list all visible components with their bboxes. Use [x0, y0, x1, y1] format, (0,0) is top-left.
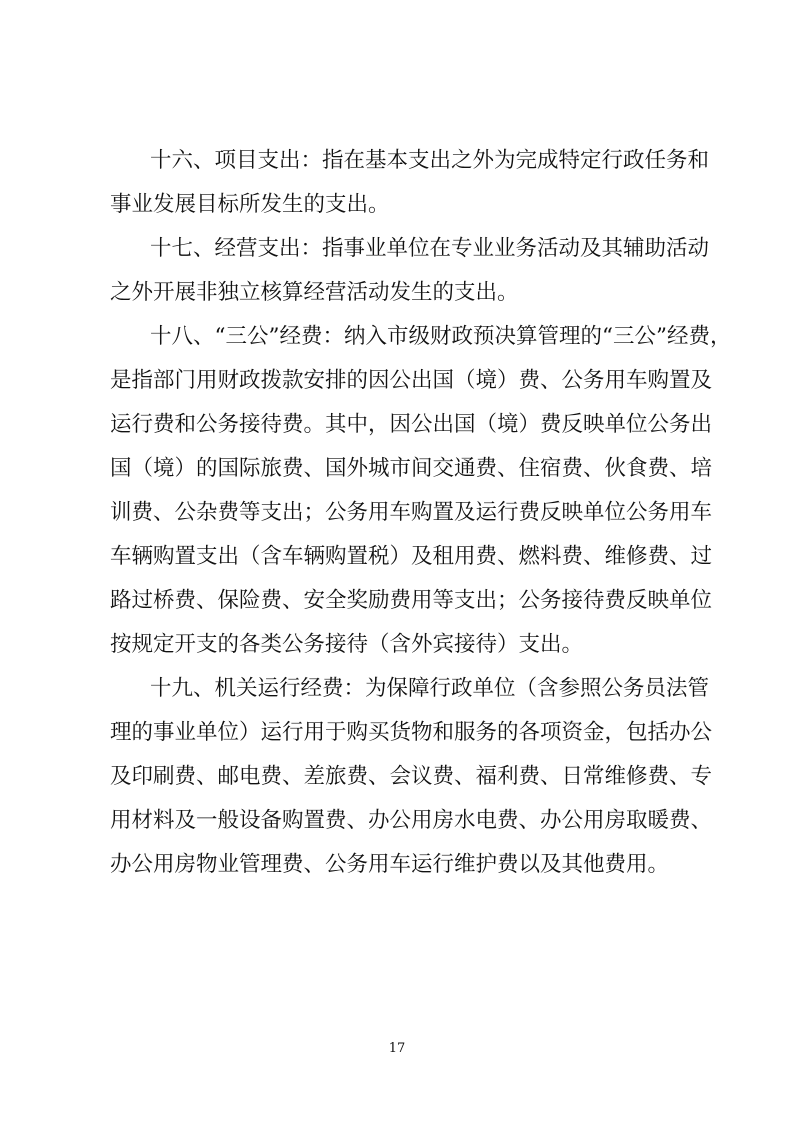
- paragraph-line: 十八、“三公”经费：纳入市级财政预决算管理的“三公”经费，: [150, 324, 732, 349]
- paragraph-line: 是指部门用财政拨款安排的因公出国（境）费、公务用车购置及: [110, 368, 713, 393]
- paragraph-line: 办公用房物业管理费、公务用车运行维护费以及其他费用。: [110, 852, 670, 877]
- paragraph-line: 按规定开支的各类公务接待（含外宾接待）支出。: [110, 632, 584, 657]
- paragraph-line: 及印刷费、邮电费、差旅费、会议费、福利费、日常维修费、专: [110, 764, 713, 789]
- paragraph-line: 事业发展目标所发生的支出。: [110, 192, 390, 217]
- paragraph-line: 训费、公杂费等支出；公务用车购置及运行费反映单位公务用车: [110, 500, 713, 525]
- paragraph-line: 国（境）的国际旅费、国外城市间交通费、住宿费、伙食费、培: [110, 456, 713, 481]
- paragraph-line: 车辆购置支出（含车辆购置税）及租用费、燃料费、维修费、过: [110, 544, 713, 569]
- paragraph-line: 理的事业单位）运行用于购买货物和服务的各项资金，包括办公: [110, 720, 713, 745]
- paragraph-line: 之外开展非独立核算经营活动发生的支出。: [110, 280, 519, 305]
- paragraph-line: 十六、项目支出：指在基本支出之外为完成特定行政任务和: [150, 148, 710, 173]
- paragraph-line: 运行费和公务接待费。其中，因公出国（境）费反映单位公务出: [110, 412, 713, 437]
- page-number: 17: [388, 1041, 406, 1056]
- paragraph-line: 十九、机关运行经费：为保障行政单位（含参照公务员法管: [150, 676, 710, 701]
- paragraph-line: 路过桥费、保险费、安全奖励费用等支出；公务接待费反映单位: [110, 588, 713, 613]
- paragraph-line: 十七、经营支出：指事业单位在专业业务活动及其辅助活动: [150, 236, 710, 261]
- paragraph-line: 用材料及一般设备购置费、办公用房水电费、办公用房取暖费、: [110, 808, 713, 833]
